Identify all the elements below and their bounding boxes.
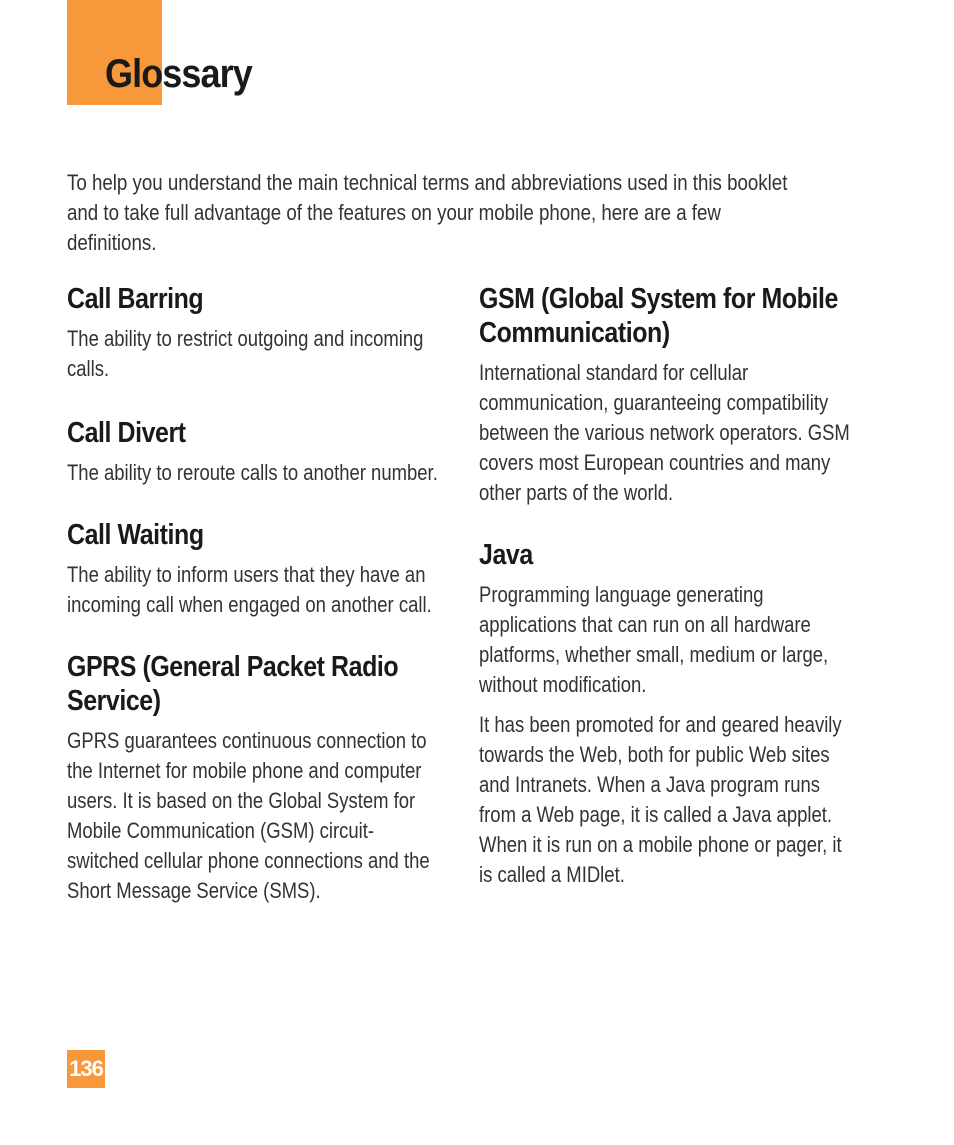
page-title: Glossary (105, 52, 252, 96)
page-number: 136 (67, 1050, 105, 1088)
definition-java: Programming language generating applications that can run on all hardware platforms, whether small, medium or large, without modification. (479, 582, 829, 697)
definition-call-waiting: The ability to inform users that they have an incoming call when engaged on another call. (67, 562, 432, 617)
glossary-right-column (479, 282, 859, 890)
definition-java-continued: It has been promoted for and geared heavily towards the Web, both for public Web sites and Intranets. When a Java program runs from a Web page, it is called a Java applet. When it is run on a mobile phone or pager, it is called a MIDlet. (479, 712, 842, 887)
term-call-divert: Call Divert (67, 417, 186, 449)
term-call-waiting: Call Waiting (67, 519, 204, 551)
definition-gprs: GPRS guarantees continuous connection to the Internet for mobile phone and computer users. It is based on the Global System for Mobile Communication (GSM) circuit-switched cellular phone connections and the Short Message Service (SMS). (67, 728, 430, 903)
term-call-barring: Call Barring (67, 283, 204, 315)
definition-call-barring: The ability to restrict outgoing and incoming calls. (67, 326, 424, 381)
term-gsm: GSM (Global System for Mobile Communication) (479, 283, 838, 349)
glossary-left-column (67, 282, 447, 906)
term-gprs: GPRS (General Packet Radio Service) (67, 651, 399, 717)
definition-gsm: International standard for cellular communication, guaranteeing compatibility between the various network operators. GSM covers most European countries and many other parts of the world. (479, 360, 850, 505)
definition-call-divert: The ability to reroute calls to another number. (67, 460, 438, 485)
intro-paragraph: To help you understand the main technical terms and abbreviations used in this booklet and to take full advantage of the features on your mobile phone, here are a few definitions. (67, 170, 788, 255)
term-java: Java (479, 539, 533, 571)
